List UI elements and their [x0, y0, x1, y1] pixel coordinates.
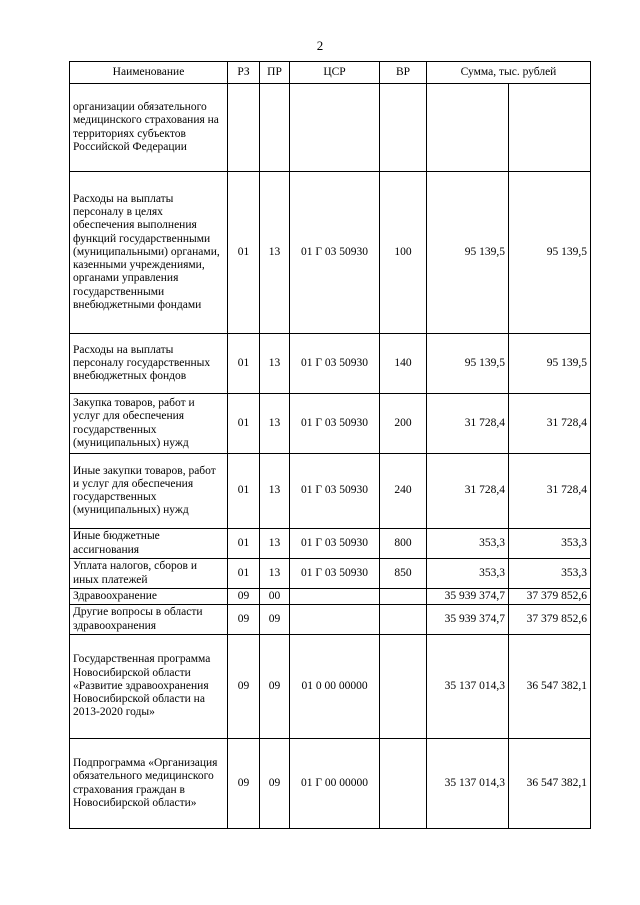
table-row: [70, 605, 591, 635]
row-csr: 01 Г 00 00000: [290, 739, 380, 829]
table-row: [70, 454, 591, 529]
header-rz: РЗ: [228, 62, 260, 84]
budget-table: [69, 61, 591, 829]
page-number: 2: [316, 38, 324, 53]
row-name: Уплата налогов, сборов и иных платежей: [70, 559, 228, 589]
table-row: [70, 589, 591, 605]
row-csr: 01 Г 03 50930: [290, 529, 380, 559]
table-row: [70, 529, 591, 559]
row-pr: 13: [260, 454, 290, 529]
row-sum-2: 31 728,4: [509, 454, 591, 529]
table-row: [70, 394, 591, 454]
row-sum-1: 353,3: [427, 559, 509, 589]
row-sum-1: 35 137 014,3: [427, 739, 509, 829]
row-csr: 01 Г 03 50930: [290, 454, 380, 529]
row-sum-1: 31 728,4: [427, 454, 509, 529]
table-header: [70, 62, 591, 84]
table-row: [70, 334, 591, 394]
row-rz: 09: [228, 605, 260, 635]
row-sum-2: 37 379 852,6: [509, 589, 591, 605]
row-sum-1: 35 939 374,7: [427, 605, 509, 635]
row-name: Расходы на выплаты персоналу государственных внебюджетных фондов: [70, 334, 228, 394]
row-csr: 01 Г 03 50930: [290, 394, 380, 454]
row-pr: 13: [260, 172, 290, 334]
row-name: Закупка товаров, работ и услуг для обеспечения государственных (муниципальных) нужд: [70, 394, 228, 454]
table-row: [70, 635, 591, 739]
row-rz: 09: [228, 739, 260, 829]
row-sum-1: 35 137 014,3: [427, 635, 509, 739]
row-vr: 100: [380, 172, 427, 334]
header-csr: ЦСР: [290, 62, 380, 84]
header-sum: Сумма, тыс. рублей: [427, 62, 591, 84]
row-sum-2: [509, 84, 591, 172]
row-sum-1: 95 139,5: [427, 334, 509, 394]
row-pr: 13: [260, 394, 290, 454]
row-name: Иные закупки товаров, работ и услуг для обеспечения государственных (муниципальных) нужд: [70, 454, 228, 529]
row-sum-2: 95 139,5: [509, 334, 591, 394]
row-csr: 01 Г 03 50930: [290, 172, 380, 334]
row-vr: [380, 739, 427, 829]
row-vr: 140: [380, 334, 427, 394]
row-rz: [228, 84, 260, 172]
row-pr: 09: [260, 635, 290, 739]
row-rz: 01: [228, 394, 260, 454]
row-rz: 01: [228, 529, 260, 559]
row-sum-2: 36 547 382,1: [509, 635, 591, 739]
row-name: Иные бюджетные ассигнования: [70, 529, 228, 559]
row-name: Здравоохранение: [70, 589, 228, 605]
row-name: Другие вопросы в области здравоохранения: [70, 605, 228, 635]
row-pr: 13: [260, 529, 290, 559]
row-rz: 09: [228, 589, 260, 605]
row-vr: [380, 589, 427, 605]
row-csr: 01 Г 03 50930: [290, 334, 380, 394]
row-sum-1: [427, 84, 509, 172]
table-row: [70, 739, 591, 829]
row-vr: [380, 605, 427, 635]
row-pr: 09: [260, 605, 290, 635]
row-vr: [380, 84, 427, 172]
header-name: Наименование: [70, 62, 228, 84]
row-vr: 240: [380, 454, 427, 529]
row-sum-2: 31 728,4: [509, 394, 591, 454]
table-row: [70, 172, 591, 334]
row-rz: 01: [228, 454, 260, 529]
row-csr: [290, 589, 380, 605]
row-name: организации обязательного медицинского страхования на территориях субъектов Российской Федерации: [70, 84, 228, 172]
row-csr: 01 0 00 00000: [290, 635, 380, 739]
row-vr: 800: [380, 529, 427, 559]
row-vr: 850: [380, 559, 427, 589]
row-sum-1: 95 139,5: [427, 172, 509, 334]
row-pr: 09: [260, 739, 290, 829]
table-row: [70, 559, 591, 589]
table-body: [70, 84, 591, 829]
header-pr: ПР: [260, 62, 290, 84]
row-sum-2: 95 139,5: [509, 172, 591, 334]
row-rz: 01: [228, 559, 260, 589]
row-sum-1: 31 728,4: [427, 394, 509, 454]
row-pr: 13: [260, 559, 290, 589]
row-csr: [290, 84, 380, 172]
row-sum-2: 36 547 382,1: [509, 739, 591, 829]
row-sum-1: 35 939 374,7: [427, 589, 509, 605]
row-pr: 13: [260, 334, 290, 394]
row-sum-2: 353,3: [509, 559, 591, 589]
row-vr: [380, 635, 427, 739]
row-sum-1: 353,3: [427, 529, 509, 559]
header-vr: ВР: [380, 62, 427, 84]
row-csr: 01 Г 03 50930: [290, 559, 380, 589]
row-sum-2: 353,3: [509, 529, 591, 559]
row-rz: 01: [228, 334, 260, 394]
table-row: [70, 84, 591, 172]
row-rz: 09: [228, 635, 260, 739]
header-row: [70, 62, 591, 84]
row-sum-2: 37 379 852,6: [509, 605, 591, 635]
row-name: Подпрограмма «Организация обязательного медицинского страхования граждан в Новосибирской области»: [70, 739, 228, 829]
row-pr: 00: [260, 589, 290, 605]
row-name: Расходы на выплаты персоналу в целях обеспечения выполнения функций государственными (муниципальными) органами, казенными учреждениями, органами управления государственными внебюджетными фондами: [70, 172, 228, 334]
row-vr: 200: [380, 394, 427, 454]
row-rz: 01: [228, 172, 260, 334]
row-pr: [260, 84, 290, 172]
row-csr: [290, 605, 380, 635]
row-name: Государственная программа Новосибирской области «Развитие здравоохранения Новосибирской области на 2013-2020 годы»: [70, 635, 228, 739]
